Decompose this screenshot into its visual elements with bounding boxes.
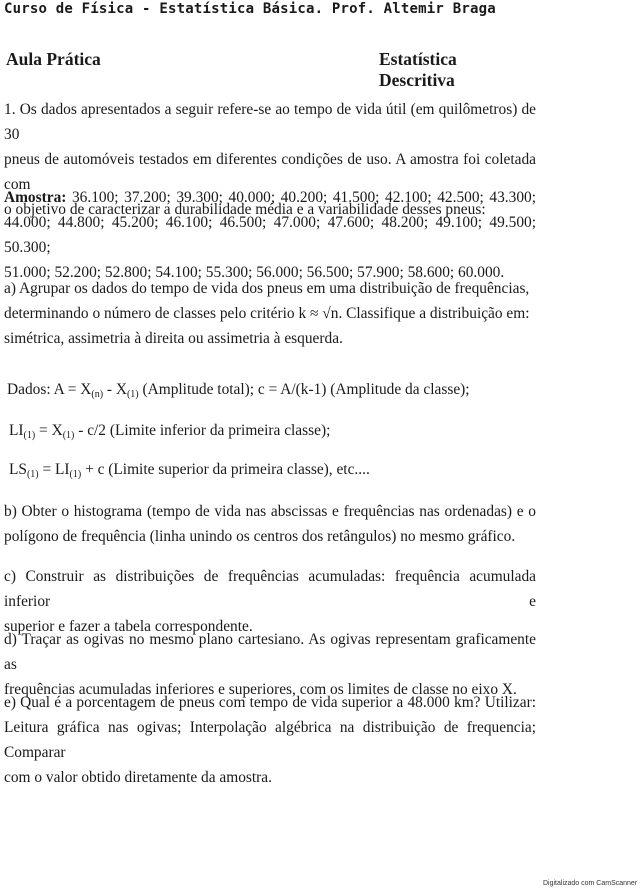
- sample-label: Amostra:: [4, 189, 67, 206]
- formula-upper-limit: $LS_{(1)} = LI_{(1)} + c$ (Limite superior da primeira classe), etc....: [9, 461, 370, 480]
- text-line: a) Agrupar os dados do tempo de vida dos pneus em uma distribuição de frequências,: [4, 280, 530, 297]
- item-a: [4, 276, 536, 351]
- text-line: polígono de frequência (linha unindo os centros dos retângulos) no mesmo gráfico.: [4, 528, 516, 545]
- lesson-title-row: [6, 49, 534, 90]
- formula-amplitude: Dados: $A = X_{(n)} - X_{(1)}$ (Amplitude total); c = A/(k-1) (Amplitude da classe);: [7, 381, 470, 400]
- course-header: Curso de Física - Estatística Básica. Prof. Altemir Braga: [4, 1, 496, 17]
- formula-lower-limit: $LI_{(1)} = X_{(1)} - c/2$ (Limite inferior da primeira classe);: [9, 422, 331, 441]
- text-line: com o valor obtido diretamente da amostra.: [4, 769, 272, 786]
- text-line: Leitura gráfica nas ogivas; Interpolação algébrica na distribuição de frequencia; Comparar: [4, 719, 536, 761]
- item-b: [4, 499, 536, 549]
- text-line: c) Construir as distribuições de frequências acumuladas: frequência acumulada inferior e: [4, 568, 536, 610]
- sample-values: 51.000; 52.200; 52.800; 54.100; 55.300; 56.000; 56.500; 57.900; 58.600; 60.000.: [4, 264, 505, 281]
- scanner-watermark: Digitalizado com CamScanner: [543, 880, 638, 887]
- sample-values: 44.000; 44.800; 45.200; 46.100; 46.500; 47.000; 47.600; 48.200; 49.100; 49.500; 50.300;: [4, 214, 536, 256]
- text-line: o objetivo de caracterizar a durabilidade média e a variabilidade desses pneus:: [4, 201, 486, 218]
- sample-values: 36.100; 37.200; 39.300; 40.000; 40.200; 41.500; 42.100; 42.500; 43.300;: [71, 189, 536, 206]
- sample-data: [4, 185, 536, 285]
- text-line: e) Qual é a porcentagem de pneus com tempo de vida superior a 48.000 km? Utilizar:: [4, 694, 536, 711]
- item-e: [4, 690, 536, 790]
- lesson-type: Aula Prática: [6, 49, 101, 69]
- text-line: superior e fazer a tabela correspondente.: [4, 618, 253, 635]
- text-line: determinando o número de classes pelo critério k ≈ √n. Classifique a distribuição em:: [4, 305, 530, 322]
- lesson-topic: Estatística Descritiva: [379, 49, 457, 90]
- sample-line: [4, 185, 536, 210]
- text-line: frequências acumuladas inferiores e superiores, com os limites de classe no eixo X.: [4, 681, 517, 698]
- text-line: pneus de automóveis testados em diferentes condições de uso. A amostra foi coletada com: [4, 151, 536, 193]
- text-line: simétrica, assimetria à direita ou assimetria à esquerda.: [4, 330, 343, 347]
- text-line: b) Obter o histograma (tempo de vida nas abscissas e frequências nas ordenadas) e o: [4, 503, 536, 520]
- text-line: d) Traçar as ogivas no mesmo plano cartesiano. As ogivas representam graficamente as: [4, 631, 536, 673]
- text-line: 1. Os dados apresentados a seguir refere-se ao tempo de vida útil (em quilômetros) de 30: [4, 101, 536, 143]
